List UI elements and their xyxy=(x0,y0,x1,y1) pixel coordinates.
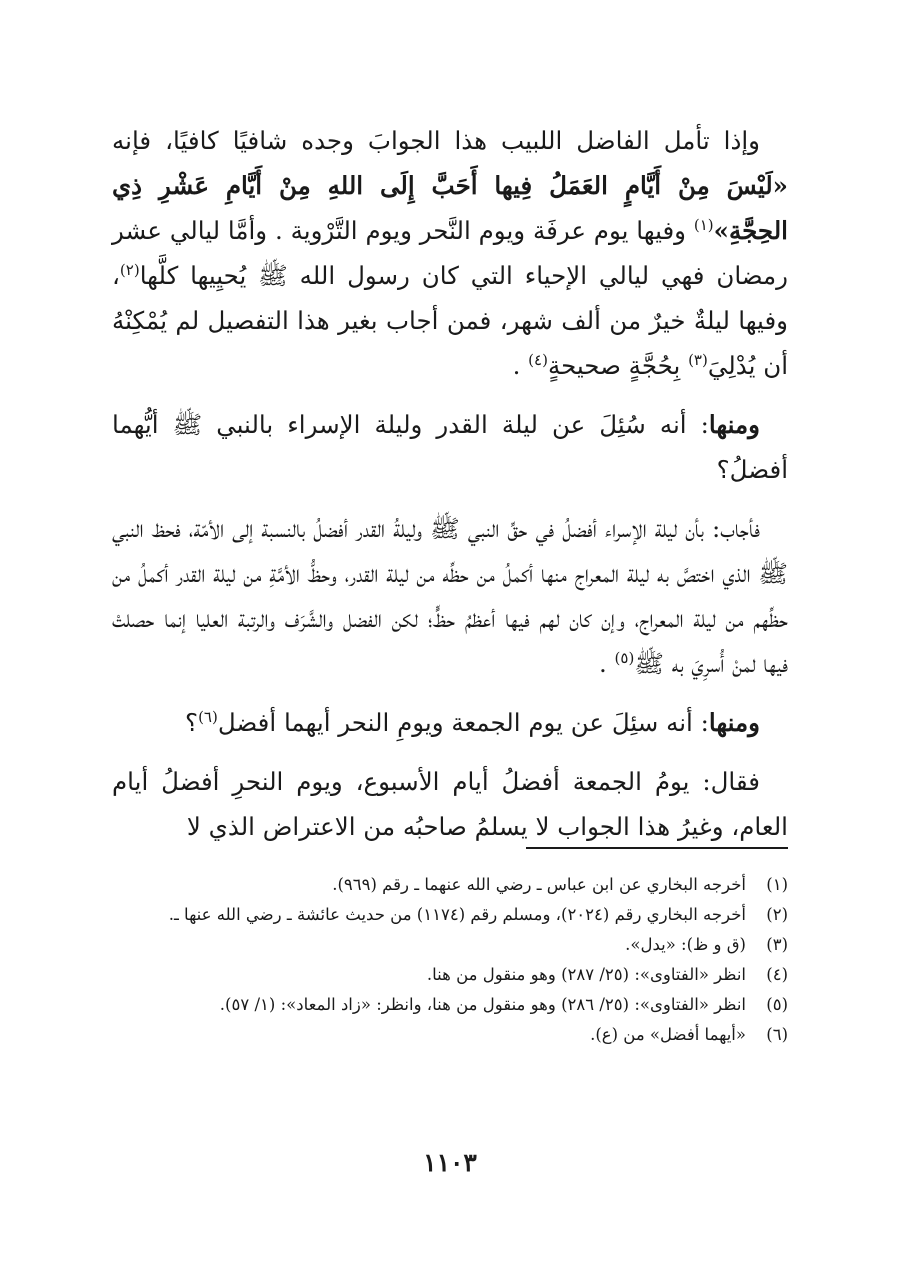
text-run: بِحُجَّةٍ صحيحةٍ xyxy=(547,351,689,380)
footnote-text: أخرجه البخاري رقم (٢٠٢٤)، ومسلم رقم (١١٧٤) من حديث عائشة ـ رضي الله عنها ـ. xyxy=(168,905,746,924)
footnote-marker: (١) xyxy=(693,215,714,234)
section-lead: ومنها xyxy=(708,410,760,439)
footnote-text: انظر «الفتاوى»: (٢٥/ ٢٨٦) وهو منقول من هنا، وانظر: «زاد المعاد»: (١/ ٥٧). xyxy=(219,995,746,1014)
paragraph xyxy=(112,700,788,745)
footnote-item xyxy=(112,870,788,900)
section-lead: ومنها xyxy=(708,708,760,737)
paragraph xyxy=(112,118,788,388)
text-run: فأجاب: بأن ليلة الإسراء أفضلُ في حقِّ النبي ﷺ وليلةُ القدر أفضلُ بالنسبة إلى الأمّة، فحظ النبي ﷺ الذي اختصَّ به ليلة المعراج منها أكملُ من حظِّه من ليلة القدر، وحظُّ الأمَّةِ من ليلة القدر أكملُ من حظِّهم من ليلة المعراج، وإن كان لهم فيها أعظمُ حظٍّ؛ لكن الفضل والشَّرَف والرتبة العليا إنما حصلتْ فيها لمنْ أُسرِيَ به ﷺ xyxy=(112,514,788,678)
footnote-item xyxy=(112,900,788,930)
paragraph xyxy=(112,402,788,492)
text-run: فقال: يومُ الجمعة أفضلُ أيام الأسبوع، ويوم النحرِ أفضلُ أيام العام، وغيرُ هذا الجواب لا يسلمُ صاحبُه من الاعتراض الذي لا xyxy=(112,767,788,841)
footnote-marker: (٢) xyxy=(119,260,140,279)
footnote-marker: (٦) xyxy=(198,707,218,726)
book-page xyxy=(112,118,788,1238)
page-number: ١١٠٣ xyxy=(423,1148,477,1177)
footnote-item xyxy=(112,960,788,990)
paragraph xyxy=(112,506,788,686)
footnote-separator xyxy=(526,847,788,849)
text-run: ؟ xyxy=(185,708,199,737)
footnote-marker: (٤) xyxy=(528,350,548,369)
text-run: ، وفيها ليلةٌ خيرٌ من ألف شهر، فمن أجاب بغير هذا التفصيل لم يُمْكِنْهُ أن يُدْلِيَ xyxy=(112,261,788,380)
footnote-text: انظر «الفتاوى»: (٢٥/ ٢٨٧) وهو منقول من هنا. xyxy=(426,965,746,984)
hadith-quote: «لَيْسَ مِنْ أَيَّامٍ العَمَلُ فِيها أَحَبَّ إِلَى اللهِ مِنْ أَيَّامِ عَشْرِ ذِي الحِجَّةِ» xyxy=(112,171,788,245)
footnotes-list xyxy=(112,870,788,1050)
paragraph xyxy=(112,759,788,849)
text-run: . xyxy=(598,649,615,678)
footnote-marker: (٣) xyxy=(688,350,708,369)
footnote-item xyxy=(112,930,788,960)
main-text xyxy=(112,118,788,849)
footnote-text: «أيهما أفضل» من (ع). xyxy=(590,1025,746,1044)
footnote-number: (٤) xyxy=(766,965,788,984)
text-run: : أنه سئِلَ عن يوم الجمعة ويومِ النحر أيهما أفضل xyxy=(217,708,709,737)
footnote-text: أخرجه البخاري عن ابن عباس ـ رضي الله عنهما ـ رقم (٩٦٩). xyxy=(332,875,746,894)
footnote-number: (٥) xyxy=(766,995,788,1014)
footnote-item xyxy=(112,990,788,1020)
footnote-item xyxy=(112,1020,788,1050)
footnote-number: (٣) xyxy=(766,935,788,954)
text-run: وإذا تأمل الفاضل اللبيب هذا الجوابَ وجده شافيًا كافيًا، فإنه xyxy=(112,126,760,155)
text-run: . xyxy=(512,351,529,380)
footnote-number: (٦) xyxy=(766,1025,788,1044)
footnote-number: (٢) xyxy=(766,905,788,924)
footnote-number: (١) xyxy=(766,875,788,894)
text-run: : أنه سُئِلَ عن ليلة القدر وليلة الإسراء بالنبي ﷺ أيُّهما أفضلُ؟ xyxy=(112,410,788,484)
text-run: وفيها يوم عرفَة ويوم النَّحر ويوم التَّرْوية . وأمَّا ليالي عشر رمضان فهي ليالي الإحياء التي كان رسول الله ﷺ يُحيِيها كلَّها xyxy=(112,216,788,290)
footnote-text: (ق و ظ): «يدل». xyxy=(625,935,746,954)
footnote-marker: (٥) xyxy=(614,648,635,667)
